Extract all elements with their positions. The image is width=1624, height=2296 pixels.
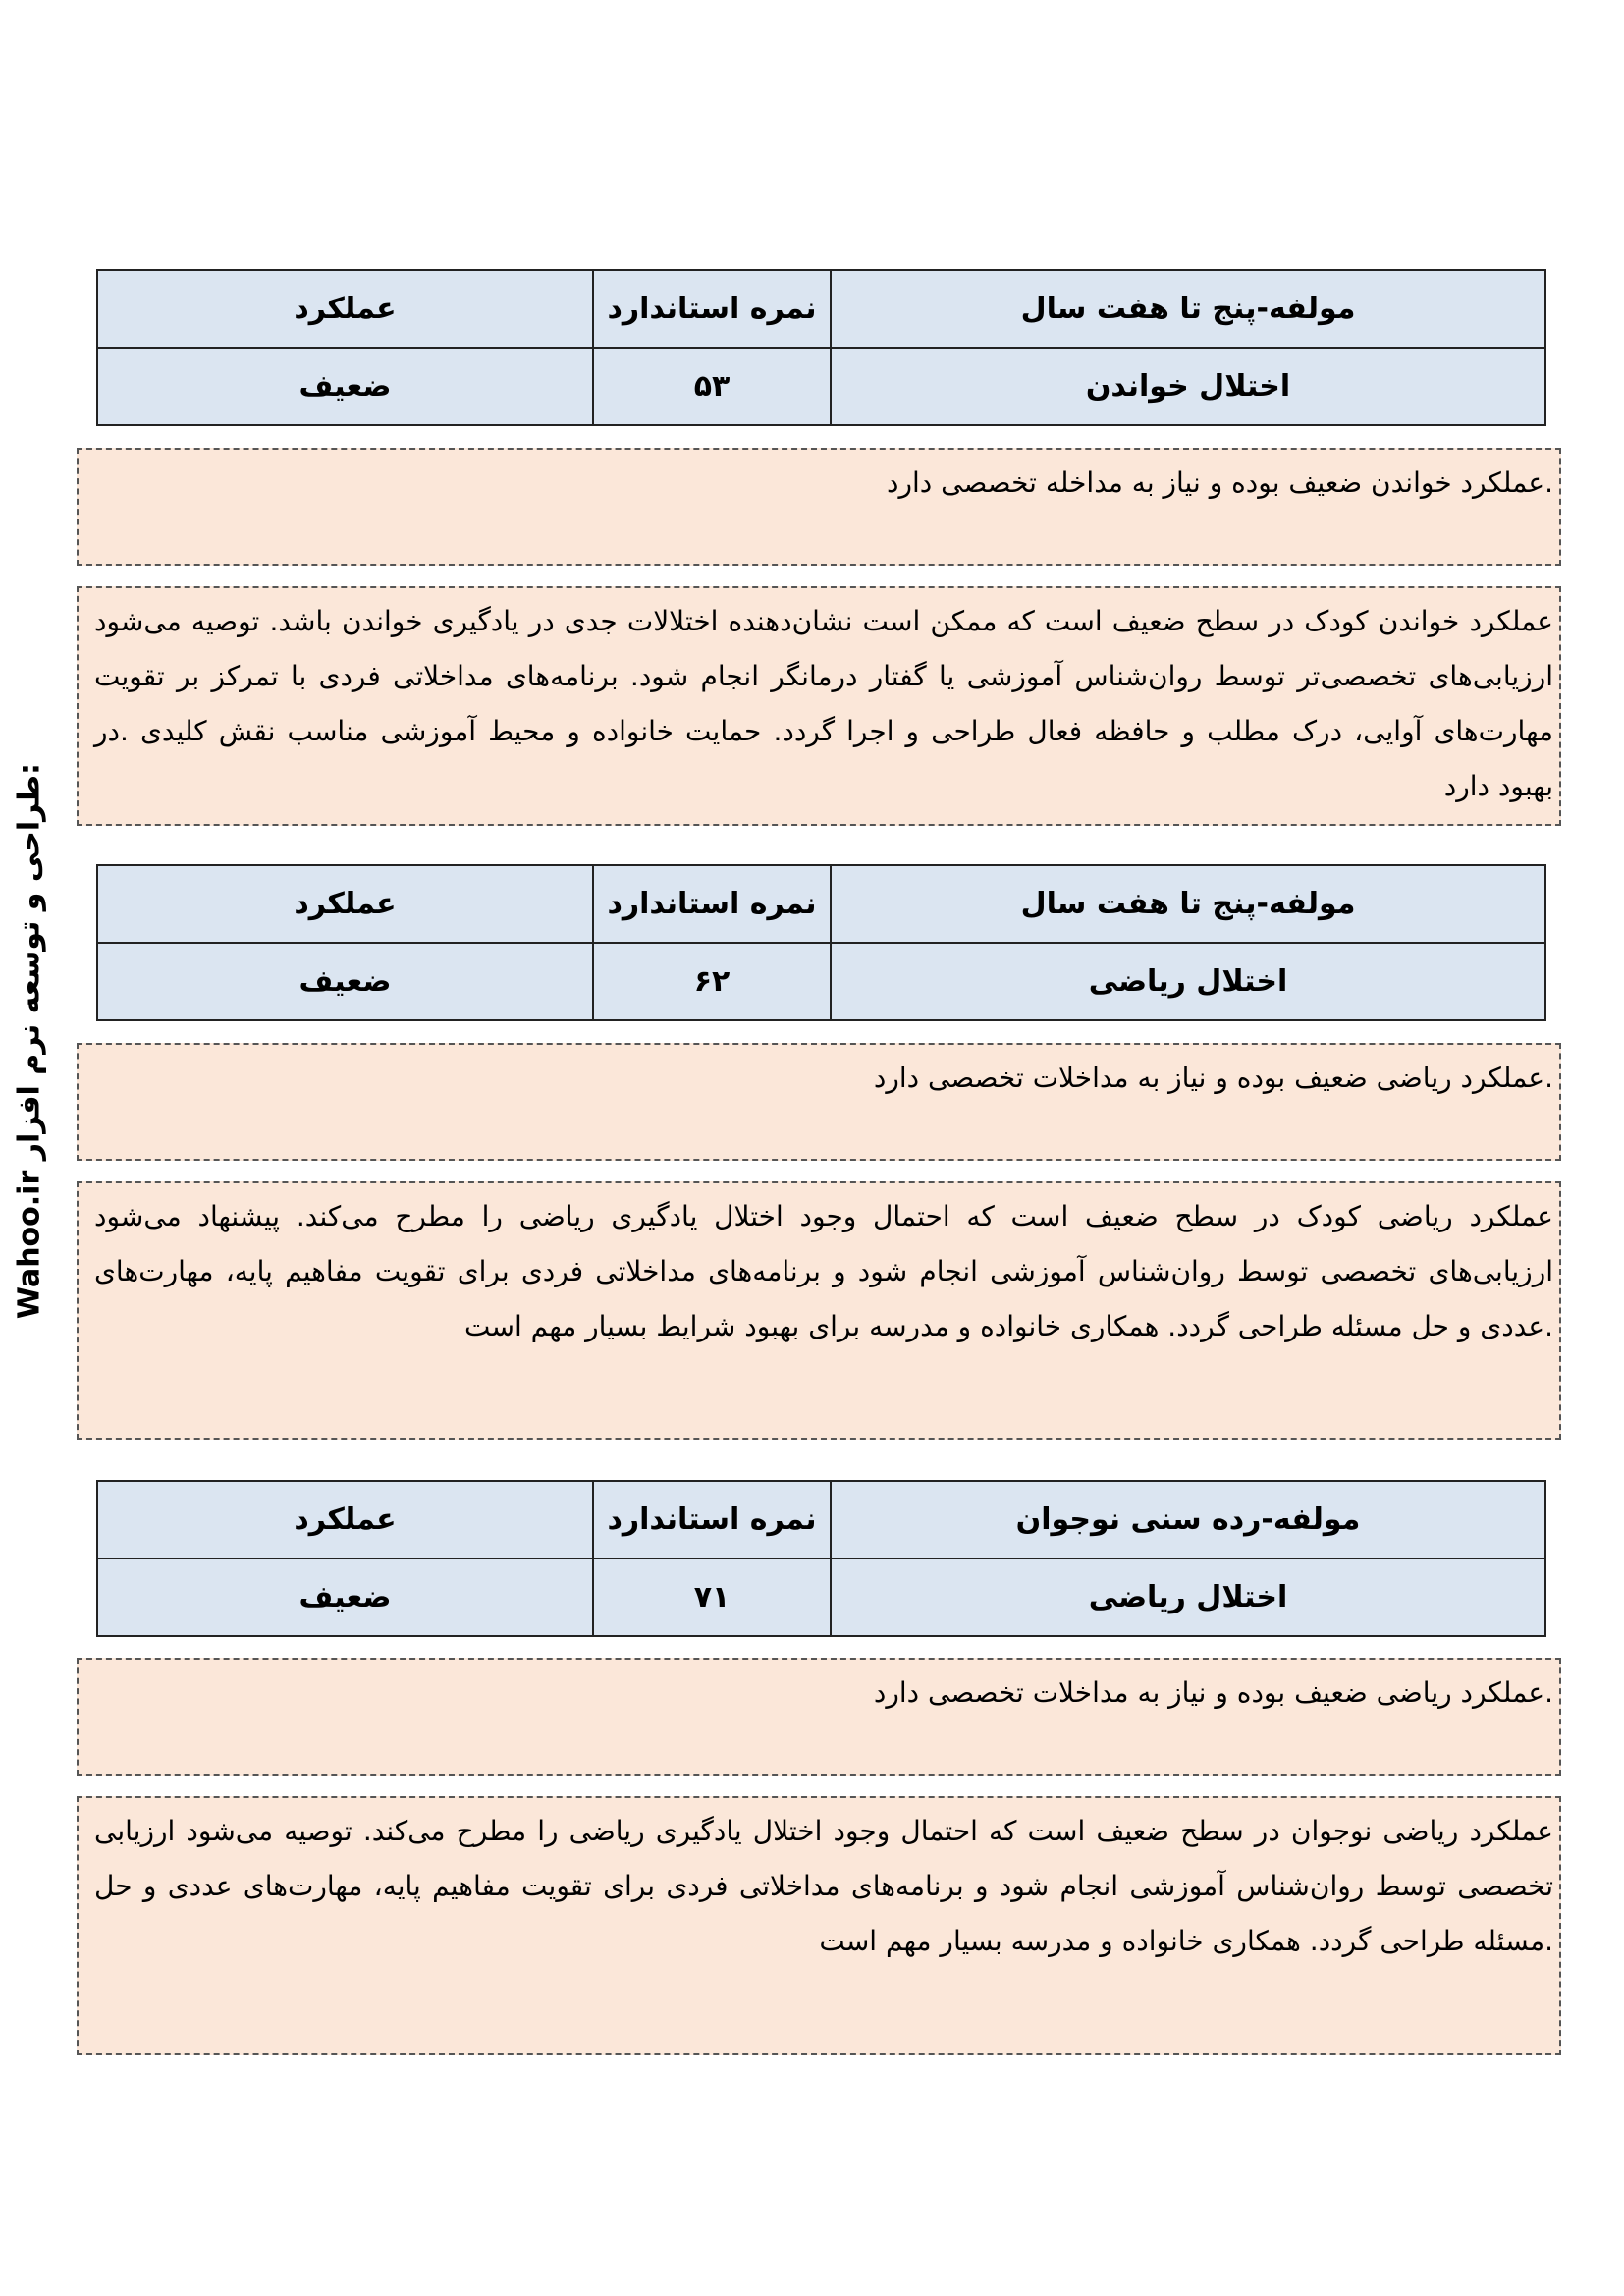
cell-component: اختلال ریاضی <box>831 1558 1545 1636</box>
cell-standard-score: ۵۳ <box>593 348 831 425</box>
summary-text: .عملکرد خواندن ضعیف بوده و نیاز به مداخله تخصصی دارد <box>887 466 1553 499</box>
side-watermark <box>0 762 59 1320</box>
header-performance: عملکرد <box>97 1481 593 1558</box>
header-standard-score: نمره استاندارد <box>593 1481 831 1558</box>
detail-box <box>77 586 1561 826</box>
score-table <box>96 1480 1546 1637</box>
cell-standard-score: ۶۲ <box>593 943 831 1020</box>
summary-box <box>77 1043 1561 1161</box>
header-standard-score: نمره استاندارد <box>593 270 831 348</box>
header-component: مولفه-پنج تا هفت سال <box>831 270 1545 348</box>
detail-text: عملکرد ریاضی نوجوان در سطح ضعیف است که احتمال وجود اختلال یادگیری ریاضی را مطرح می‌کند. توصیه می‌شود ارزیابی تخصصی توسط روان‌شناس آموزشی انجام شود و برنامه‌های مداخلاتی فردی برای تقویت مفاهیم پایه، مهارت‌های عددی و حل .مسئله طراحی گردد. همکاری خانواده و مدرسه بسیار مهم است <box>94 1815 1553 1957</box>
detail-box <box>77 1181 1561 1440</box>
cell-performance: ضعیف <box>97 1558 593 1636</box>
header-standard-score: نمره استاندارد <box>593 865 831 943</box>
summary-box <box>77 1658 1561 1776</box>
summary-text: .عملکرد ریاضی ضعیف بوده و نیاز به مداخلات تخصصی دارد <box>873 1062 1553 1094</box>
cell-performance: ضعیف <box>97 348 593 425</box>
header-component: مولفه-پنج تا هفت سال <box>831 865 1545 943</box>
score-table <box>96 864 1546 1021</box>
cell-standard-score: ۷۱ <box>593 1558 831 1636</box>
summary-box <box>77 448 1561 566</box>
detail-text: عملکرد ریاضی کودک در سطح ضعیف است که احتمال وجود اختلال یادگیری ریاضی را مطرح می‌کند. پیشنهاد می‌شود ارزیابی‌های تخصصی توسط روان‌شناس آموزشی انجام شود و برنامه‌های مداخلاتی فردی برای تقویت مفاهیم پایه، مهارت‌های .عددی و حل مسئله طراحی گردد. همکاری خانواده و مدرسه برای بهبود شرایط بسیار مهم است <box>94 1200 1553 1342</box>
cell-performance: ضعیف <box>97 943 593 1020</box>
summary-text: .عملکرد ریاضی ضعیف بوده و نیاز به مداخلات تخصصی دارد <box>873 1676 1553 1709</box>
score-table <box>96 269 1546 426</box>
header-performance: عملکرد <box>97 270 593 348</box>
header-performance: عملکرد <box>97 865 593 943</box>
detail-text: عملکرد خواندن کودک در سطح ضعیف است که ممکن است نشان‌دهنده اختلالات جدی در یادگیری خواندن باشد. توصیه می‌شود ارزیابی‌های تخصصی‌تر توسط روان‌شناس آموزشی یا گفتار درمانگر انجام شود. برنامه‌های مداخلاتی فردی با تمرکز بر تقویت مهارت‌های آوایی، درک مطلب و حافظه فعال طراحی و اجرا گردد. حمایت خانواده و محیط آموزشی مناسب نقش کلیدی .در بهبود دارد <box>94 605 1553 802</box>
cell-component: اختلال ریاضی <box>831 943 1545 1020</box>
detail-box <box>77 1796 1561 2055</box>
side-watermark-text: Wahoo.ir طراحی و توسعه نرم افزار: <box>12 762 47 1320</box>
header-component: مولفه-رده سنی نوجوان <box>831 1481 1545 1558</box>
cell-component: اختلال خواندن <box>831 348 1545 425</box>
